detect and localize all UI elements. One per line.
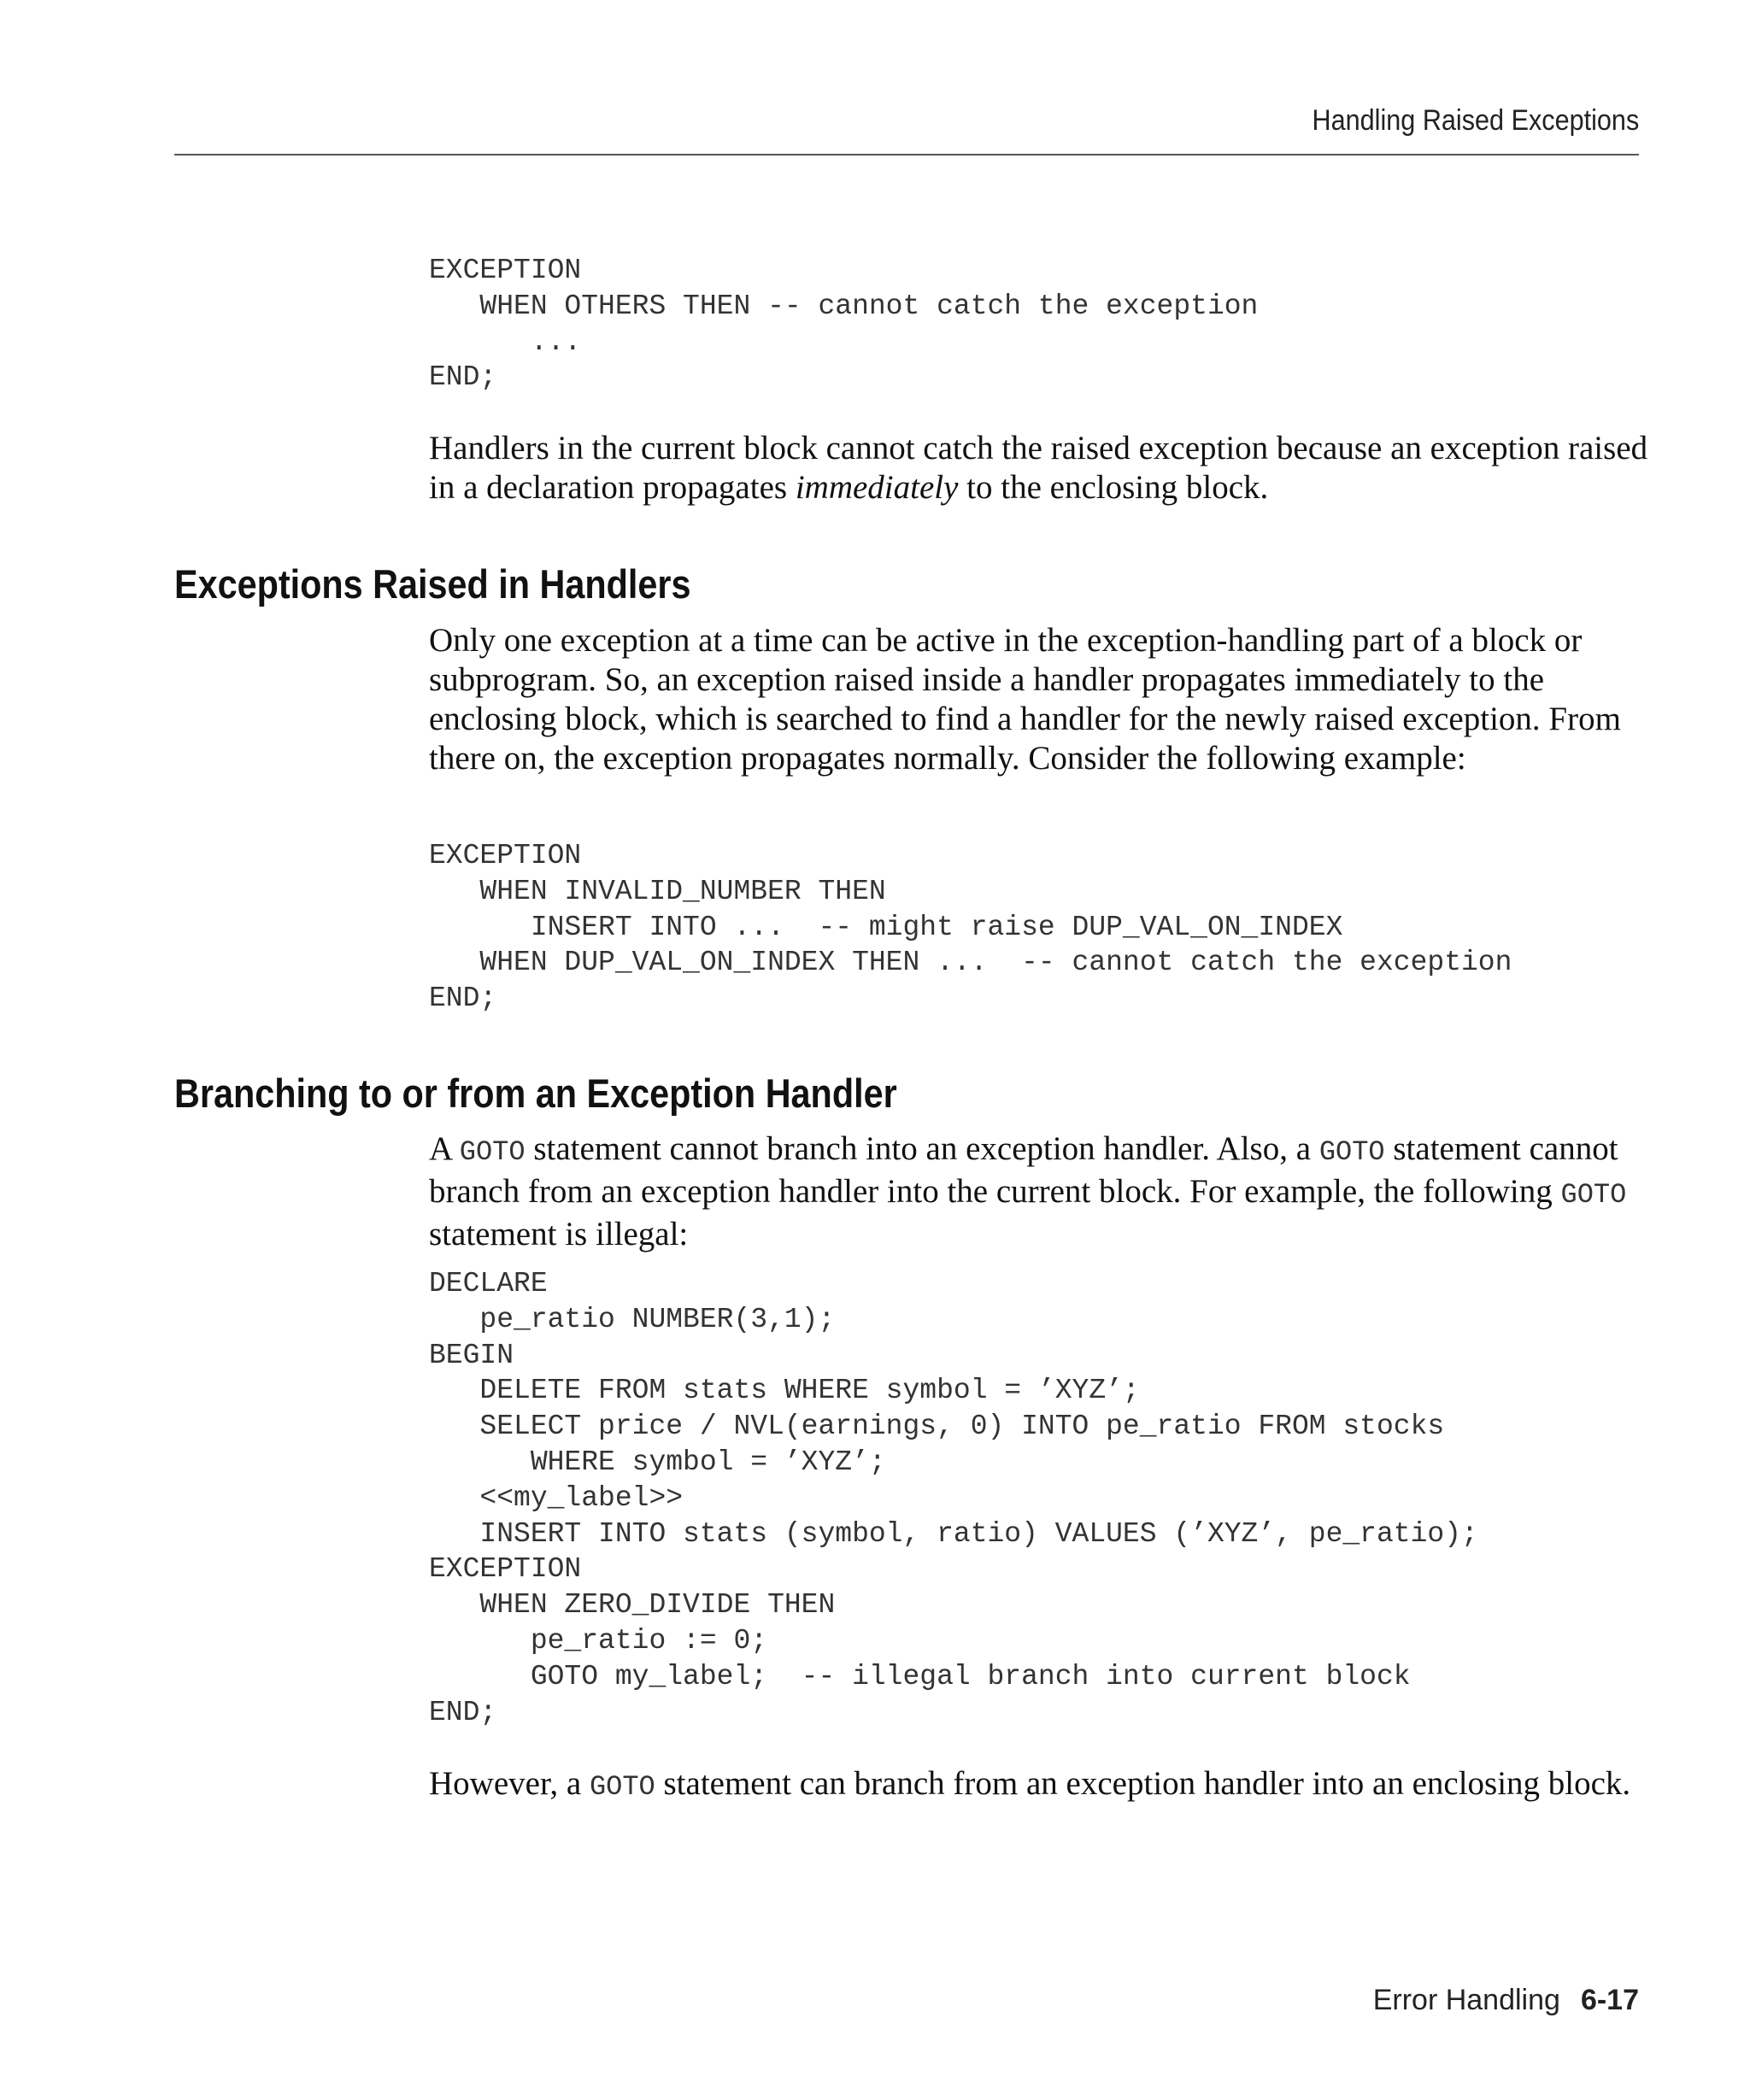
code-block-exception-others: EXCEPTION WHEN OTHERS THEN -- cannot catch the exception ... END; bbox=[429, 255, 1259, 394]
running-header: Handling Raised Exceptions bbox=[1312, 104, 1639, 137]
paragraph-declaration-exception: Handlers in the current block cannot catch the raised exception because an exception raised in a declaration propagates immediately to the enclosing block. bbox=[429, 430, 1648, 506]
header-rule bbox=[174, 154, 1639, 155]
inline-code-goto: GOTO bbox=[1318, 1136, 1385, 1168]
inline-code-goto: GOTO bbox=[459, 1136, 526, 1168]
inline-code-goto: GOTO bbox=[589, 1771, 655, 1803]
code-block-goto-example: DECLARE pe_ratio NUMBER(3,1); BEGIN DELETE FROM stats WHERE symbol = ’XYZ’; SELECT price / NVL(earnings, 0) INTO pe_ratio FROM stocks WHERE symbol = ’XYZ’; <<my_label>> INSERT INTO stats (symbol, ratio) VALUES (’XYZ’, pe_ratio); EXCEPTION WHEN ZERO_DIVIDE THEN pe_ratio := 0; GOTO my_label; -- illegal branch into current block END; bbox=[429, 1268, 1478, 1728]
heading-branching-exception-handler: Branching to or from an Exception Handler bbox=[174, 1071, 897, 1116]
footer-chapter-title: Error Handling bbox=[1372, 1984, 1560, 2016]
code-block-handler-example: EXCEPTION WHEN INVALID_NUMBER THEN INSERT INTO ... -- might raise DUP_VAL_ON_INDEX WHEN DUP_VAL_ON_INDEX THEN ... -- cannot catch the exception END; bbox=[429, 840, 1512, 1015]
emphasis-immediately: immediately bbox=[795, 469, 959, 506]
page-footer bbox=[1373, 1984, 1639, 2017]
paragraph-exceptions-in-handlers: Only one exception at a time can be active in the exception-handling part of a block or subprogram. So, an exception raised inside a handler propagates immediately to the enclosing block, which is searched to find a handler for the newly raised exception. From there on, the exception propagates normally. Consider the following example: bbox=[429, 622, 1621, 777]
heading-exceptions-raised-in-handlers: Exceptions Raised in Handlers bbox=[174, 561, 691, 607]
paragraph-goto-enclosing-block: However, a GOTO statement can branch from an exception handler into an enclosing block. bbox=[429, 1765, 1631, 1803]
page-number: 6-17 bbox=[1580, 1984, 1639, 2016]
paragraph-goto-restriction: A GOTO statement cannot branch into an exception handler. Also, a GOTO statement cannot branch from an exception handler into the current block. For example, the following GOTO statement is illegal: bbox=[429, 1130, 1627, 1252]
inline-code-goto: GOTO bbox=[1560, 1179, 1627, 1211]
